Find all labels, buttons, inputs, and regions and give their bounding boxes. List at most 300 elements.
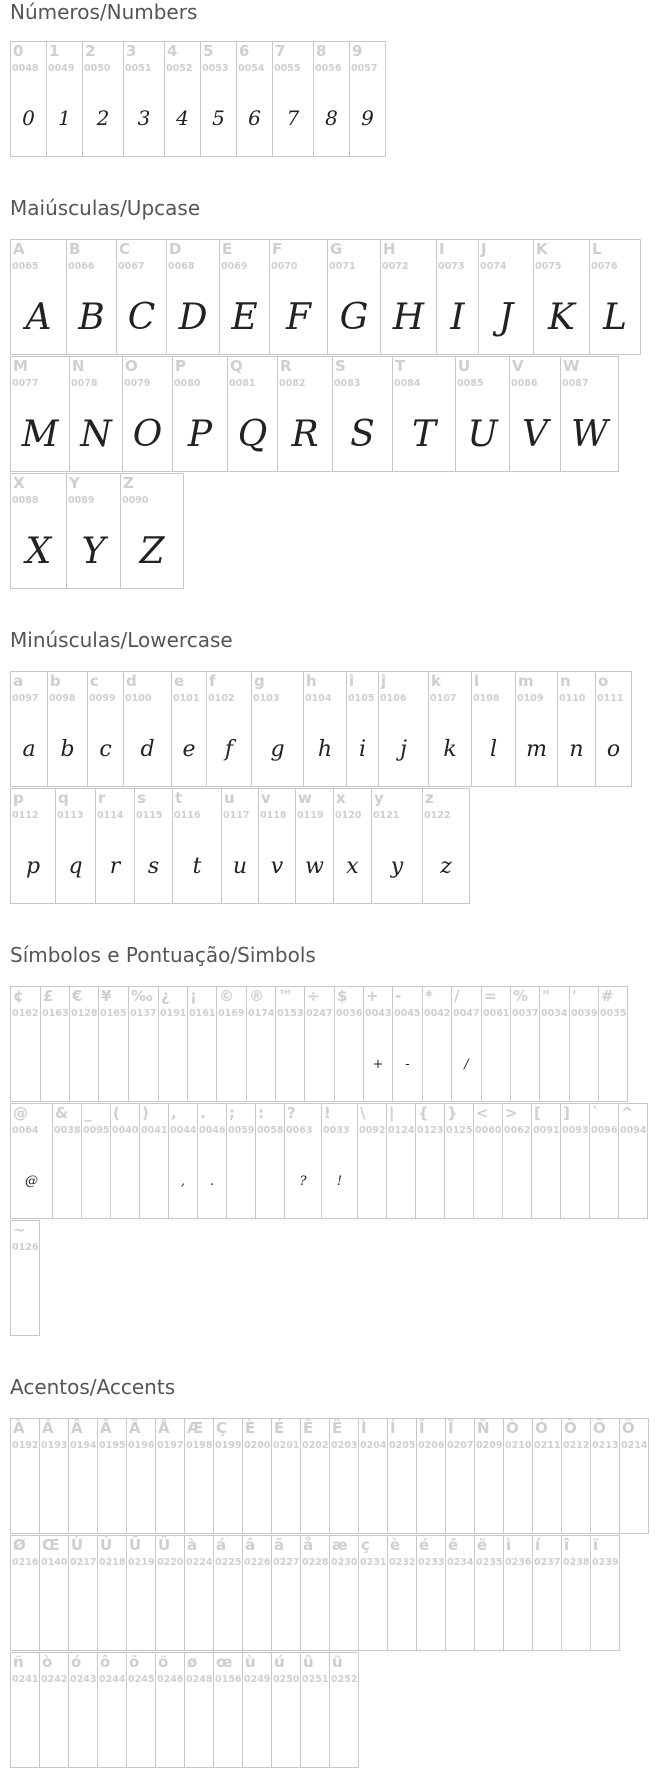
glyph-code-label: 0058 (257, 1125, 284, 1136)
glyph-cell (313, 41, 350, 157)
glyph-cell (47, 671, 88, 787)
glyph-character-label: ¥ (101, 987, 112, 1005)
glyph-code-label: 0113 (57, 810, 84, 821)
glyph-cell (155, 1418, 185, 1534)
glyph-cell (327, 239, 381, 355)
glyph-cell (510, 986, 540, 1102)
glyph-sample: B (78, 297, 105, 338)
glyph-character-label: Ú (100, 1536, 113, 1554)
glyph-character-label: á (216, 1536, 227, 1554)
glyph-character-label: z (425, 789, 434, 807)
glyph-code-label: 0206 (418, 1440, 445, 1451)
glyph-cell (271, 1535, 301, 1651)
glyph-cell (10, 986, 41, 1102)
glyph-character-label: T (395, 357, 406, 375)
glyph-code-label: 0068 (168, 261, 195, 272)
glyph-character-label: U (458, 357, 471, 375)
glyph-character-label: v (261, 789, 271, 807)
glyph-code-label: 0252 (331, 1674, 358, 1685)
glyph-code-label: 0047 (453, 1008, 480, 1019)
glyph-code-label: 0087 (562, 378, 589, 389)
glyph-cell (68, 1652, 98, 1768)
glyph-cell (242, 1652, 272, 1768)
glyph-cell (213, 1652, 243, 1768)
glyph-cell (68, 1418, 98, 1534)
glyph-character-label: Ñ (477, 1419, 490, 1437)
glyph-code-label: 0072 (382, 261, 409, 272)
glyph-sample: - (405, 1057, 410, 1072)
glyph-character-label: * (425, 987, 433, 1005)
glyph-cell (380, 239, 437, 355)
glyph-sample: S (350, 414, 375, 455)
glyph-cell (97, 1418, 127, 1534)
glyph-code-label: 0191 (160, 1008, 187, 1019)
glyph-sample: T (411, 414, 436, 455)
glyph-cell (251, 671, 304, 787)
glyph-cell (503, 1418, 533, 1534)
glyph-cell (255, 1103, 285, 1219)
glyph-sample: g (270, 737, 285, 762)
glyph-sample: 8 (325, 106, 338, 130)
glyph-code-label: 0121 (373, 810, 400, 821)
glyph-sample: R (291, 414, 319, 455)
glyph-cell (155, 1652, 185, 1768)
glyph-character-label: î (564, 1536, 570, 1554)
glyph-grid-numbers (10, 41, 386, 157)
glyph-code-label: 0207 (447, 1440, 474, 1451)
glyph-cell (295, 788, 334, 904)
glyph-cell (329, 1652, 359, 1768)
glyph-character-label: C (119, 240, 131, 258)
glyph-code-label: 0044 (170, 1125, 197, 1136)
glyph-character-label: \ (360, 1104, 366, 1122)
glyph-code-label: 0082 (279, 378, 306, 389)
glyph-row (10, 671, 632, 787)
glyph-character-label: w (298, 789, 312, 807)
glyph-character-label: ó (71, 1653, 82, 1671)
glyph-cell (275, 986, 305, 1102)
glyph-sample: Z (139, 531, 165, 572)
glyph-character-label: Z (123, 474, 134, 492)
glyph-cell (332, 356, 393, 472)
glyph-cell (329, 1535, 359, 1651)
glyph-cell (184, 1418, 214, 1534)
glyph-cell (10, 473, 67, 589)
glyph-sample: c (99, 737, 112, 762)
glyph-character-label: M (13, 357, 28, 375)
glyph-character-label: J (481, 240, 487, 258)
glyph-character-label: 5 (203, 42, 214, 60)
glyph-character-label: $ (337, 987, 348, 1005)
glyph-character-label: å (303, 1536, 314, 1554)
glyph-code-label: 0065 (12, 261, 39, 272)
glyph-cell (444, 1103, 474, 1219)
glyph-code-label: 0080 (174, 378, 201, 389)
glyph-cell (363, 986, 393, 1102)
glyph-code-label: 0045 (394, 1008, 421, 1019)
glyph-cell (473, 1103, 503, 1219)
glyph-code-label: 0057 (351, 63, 378, 74)
glyph-character-label: Æ (187, 1419, 204, 1437)
glyph-code-label: 0073 (438, 261, 465, 272)
glyph-sample: ? (299, 1174, 307, 1189)
glyph-cell (284, 1103, 322, 1219)
glyph-code-label: 0119 (297, 810, 324, 821)
glyph-code-label: 0197 (157, 1440, 184, 1451)
glyph-character-label: D (169, 240, 182, 258)
glyph-sample: q (68, 854, 83, 879)
glyph-cell (40, 986, 70, 1102)
glyph-code-label: 0055 (274, 63, 301, 74)
glyph-cell (503, 1535, 533, 1651)
glyph-sample: o (606, 737, 621, 762)
glyph-code-label: 0086 (511, 378, 538, 389)
glyph-code-label: 0220 (157, 1557, 184, 1568)
glyph-cell (387, 1535, 417, 1651)
glyph-code-label: 0219 (128, 1557, 155, 1568)
glyph-code-label: 0247 (306, 1008, 333, 1019)
glyph-cell (416, 1535, 446, 1651)
glyph-code-label: 0234 (447, 1557, 474, 1568)
glyph-character-label: Ò (506, 1419, 519, 1437)
glyph-code-label: 0169 (218, 1008, 245, 1019)
glyph-row (10, 473, 641, 589)
glyph-sample: I (450, 297, 465, 338)
glyph-code-label: 0090 (122, 495, 149, 506)
glyph-code-label: 0194 (70, 1440, 97, 1451)
glyph-cell (110, 1103, 140, 1219)
glyph-code-label: 0076 (591, 261, 618, 272)
glyph-character-label: @ (13, 1104, 28, 1122)
glyph-cell (246, 986, 276, 1102)
glyph-code-label: 0165 (100, 1008, 127, 1019)
glyph-row (10, 986, 648, 1102)
glyph-cell (561, 1418, 591, 1534)
glyph-code-label: 0046 (199, 1125, 226, 1136)
glyph-code-label: 0091 (533, 1125, 560, 1136)
glyph-code-label: 0037 (512, 1008, 539, 1019)
glyph-cell (236, 41, 273, 157)
glyph-cell (560, 356, 619, 472)
glyph-code-label: 0123 (417, 1125, 444, 1136)
glyph-sample: b (60, 737, 75, 762)
glyph-code-label: 0102 (208, 693, 235, 704)
glyph-row (10, 788, 632, 904)
glyph-character-label: Œ (42, 1536, 60, 1554)
glyph-character-label: Â (71, 1419, 83, 1437)
glyph-character-label: t (175, 789, 183, 807)
glyph-cell (126, 1418, 156, 1534)
glyph-character-label: H (383, 240, 396, 258)
glyph-code-label: 0205 (389, 1440, 416, 1451)
glyph-cell (158, 986, 188, 1102)
glyph-sample: D (178, 297, 208, 338)
glyph-character-label: Ç (216, 1419, 228, 1437)
glyph-character-label: Ô (564, 1419, 577, 1437)
glyph-code-label: 0116 (174, 810, 201, 821)
glyph-code-label: 0140 (41, 1557, 68, 1568)
glyph-character-label: s (137, 789, 146, 807)
glyph-code-label: 0038 (54, 1125, 81, 1136)
glyph-code-label: 0097 (12, 693, 39, 704)
glyph-character-label: Å (158, 1419, 170, 1437)
glyph-character-label: ç (361, 1536, 370, 1554)
glyph-character-label: i (349, 672, 355, 690)
glyph-code-label: 0137 (130, 1008, 157, 1019)
glyph-character-label: Ù (71, 1536, 84, 1554)
glyph-character-label: + (366, 987, 379, 1005)
glyph-cell (357, 1103, 387, 1219)
glyph-cell (69, 356, 123, 472)
glyph-character-label: £ (43, 987, 54, 1005)
glyph-cell (300, 1418, 330, 1534)
glyph-character-label: r (98, 789, 106, 807)
glyph-cell (533, 239, 590, 355)
glyph-character-label: 3 (126, 42, 137, 60)
glyph-character-label: & (55, 1104, 69, 1122)
glyph-code-label: 0085 (457, 378, 484, 389)
glyph-character-label: à (187, 1536, 198, 1554)
glyph-sample: M (21, 414, 59, 455)
glyph-code-label: 0128 (71, 1008, 98, 1019)
glyph-character-label: Á (42, 1419, 54, 1437)
glyph-character-label: L (592, 240, 602, 258)
glyph-cell (39, 1535, 69, 1651)
glyph-character-label: Ó (535, 1419, 548, 1437)
glyph-cell (557, 671, 596, 787)
glyph-sample: s (147, 854, 160, 879)
glyph-sample: + (372, 1057, 384, 1072)
glyph-cell (539, 986, 570, 1102)
glyph-sample: h (317, 737, 333, 762)
glyph-sample: r (109, 854, 121, 879)
glyph-cell (197, 1103, 227, 1219)
glyph-row (10, 356, 641, 472)
glyph-sample: E (231, 297, 258, 338)
glyph-code-label: 0241 (12, 1674, 39, 1685)
glyph-character-label: ë (477, 1536, 488, 1554)
glyph-cell (98, 986, 129, 1102)
glyph-row (10, 1103, 648, 1219)
glyph-code-label: 0118 (260, 810, 287, 821)
glyph-character-label: ö (158, 1653, 169, 1671)
glyph-code-label: 0237 (534, 1557, 561, 1568)
glyph-sample: d (140, 737, 155, 762)
glyph-cell (300, 1652, 330, 1768)
glyph-code-label: 0163 (42, 1008, 69, 1019)
glyph-code-label: 0249 (244, 1674, 271, 1685)
glyph-cell (272, 41, 314, 157)
glyph-code-label: 0199 (215, 1440, 242, 1451)
glyph-code-label: 0125 (446, 1125, 473, 1136)
glyph-character-label: P (175, 357, 186, 375)
glyph-cell (618, 1103, 648, 1219)
glyph-character-label: n (560, 672, 571, 690)
glyph-code-label: 0081 (229, 378, 256, 389)
glyph-code-label: 0084 (394, 378, 421, 389)
glyph-character-label: b (50, 672, 61, 690)
glyph-character-label: d (126, 672, 137, 690)
glyph-character-label: ï (593, 1536, 599, 1554)
glyph-character-label: Õ (593, 1419, 606, 1437)
glyph-cell (166, 239, 220, 355)
glyph-row (10, 1418, 649, 1534)
glyph-code-label: 0200 (244, 1440, 271, 1451)
glyph-code-label: 0192 (12, 1440, 39, 1451)
glyph-cell (187, 986, 217, 1102)
glyph-code-label: 0111 (597, 693, 624, 704)
glyph-character-label: a (13, 672, 24, 690)
glyph-character-label: 7 (275, 42, 286, 60)
glyph-cell (619, 1418, 649, 1534)
glyph-sample: , (180, 1174, 186, 1189)
glyph-cell (10, 239, 67, 355)
glyph-cell (52, 1103, 82, 1219)
glyph-cell (329, 1418, 359, 1534)
glyph-code-label: 0242 (41, 1674, 68, 1685)
glyph-character-label: Y (69, 474, 80, 492)
glyph-code-label: 0103 (253, 693, 280, 704)
glyph-cell (10, 41, 47, 157)
glyph-character-label: c (90, 672, 99, 690)
glyph-character-label: ^ (621, 1104, 634, 1122)
glyph-code-label: 0231 (360, 1557, 387, 1568)
glyph-code-label: 0067 (118, 261, 145, 272)
glyph-character-label: 1 (49, 42, 60, 60)
glyph-character-label: È (245, 1419, 256, 1437)
glyph-code-label: 0083 (334, 378, 361, 389)
glyph-character-label: è (390, 1536, 401, 1554)
glyph-cell (172, 356, 228, 472)
glyph-cell (216, 986, 247, 1102)
glyph-cell (97, 1652, 127, 1768)
glyph-code-label: 0107 (430, 693, 457, 704)
glyph-sample: w (305, 854, 324, 879)
glyph-cell (172, 788, 222, 904)
glyph-character-label: V (512, 357, 524, 375)
glyph-character-label: X (13, 474, 25, 492)
glyph-cell (532, 1418, 562, 1534)
glyph-code-label: 0217 (70, 1557, 97, 1568)
glyph-character-label: Ü (158, 1536, 171, 1554)
glyph-code-label: 0124 (388, 1125, 415, 1136)
glyph-code-label: 0054 (238, 63, 265, 74)
glyph-code-label: 0062 (504, 1125, 531, 1136)
glyph-character-label: { (418, 1104, 429, 1122)
glyph-sample: v (270, 854, 284, 879)
glyph-character-label: ì (506, 1536, 512, 1554)
glyph-character-label: 8 (316, 42, 327, 60)
glyph-cell (589, 239, 641, 355)
glyph-cell (428, 671, 472, 787)
glyph-cell (589, 1103, 619, 1219)
glyph-sample: u (232, 854, 248, 879)
glyph-code-label: 0198 (186, 1440, 213, 1451)
glyph-character-label: Ö (622, 1419, 635, 1437)
glyph-character-label: y (374, 789, 384, 807)
glyph-row (10, 239, 641, 355)
glyph-cell (422, 986, 452, 1102)
glyph-sample: Y (81, 531, 106, 572)
glyph-cell (46, 41, 83, 157)
glyph-sample: . (209, 1174, 215, 1189)
glyph-cell (392, 356, 456, 472)
glyph-character-label: - (395, 987, 402, 1005)
glyph-sample: y (390, 854, 404, 879)
glyph-code-label: 0070 (271, 261, 298, 272)
glyph-code-label: 0209 (476, 1440, 503, 1451)
glyph-code-label: 0156 (215, 1674, 242, 1685)
glyph-code-label: 0230 (331, 1557, 358, 1568)
glyph-code-label: 0251 (302, 1674, 329, 1685)
glyph-character-label: ] (563, 1104, 570, 1122)
glyph-character-label: Û (129, 1536, 142, 1554)
glyph-character-label: ¿ (161, 987, 170, 1005)
glyph-character-label: ã (274, 1536, 285, 1554)
glyph-cell (481, 986, 511, 1102)
glyph-cell (416, 1418, 446, 1534)
glyph-character-label: Ì (361, 1419, 367, 1437)
section-title-accents: Acentos/Accents (10, 1375, 176, 1399)
glyph-code-label: 0096 (591, 1125, 618, 1136)
glyph-cell (168, 1103, 198, 1219)
glyph-cell (155, 1535, 185, 1651)
glyph-code-label: 0048 (12, 63, 39, 74)
glyph-cell (598, 986, 628, 1102)
glyph-character-label: ; (229, 1104, 235, 1122)
glyph-cell (451, 986, 482, 1102)
glyph-character-label: € (72, 987, 83, 1005)
glyph-cell (561, 1535, 591, 1651)
glyph-grid-upcase (10, 239, 641, 589)
glyph-cell (213, 1418, 243, 1534)
glyph-code-label: 0093 (562, 1125, 589, 1136)
glyph-sample: Q (237, 414, 268, 455)
glyph-cell (139, 1103, 169, 1219)
glyph-character-label: Ã (100, 1419, 112, 1437)
glyph-character-label: Í (390, 1419, 396, 1437)
glyph-sample: x (346, 854, 359, 879)
glyph-cell (303, 671, 347, 787)
glyph-code-label: 0213 (592, 1440, 619, 1451)
glyph-code-label: 0193 (41, 1440, 68, 1451)
glyph-character-label: < (476, 1104, 489, 1122)
glyph-code-label: 0246 (157, 1674, 184, 1685)
glyph-code-label: 0225 (215, 1557, 242, 1568)
glyph-character-label: ® (249, 987, 264, 1005)
glyph-row (10, 1652, 649, 1768)
glyph-character-label: N (72, 357, 85, 375)
glyph-character-label: / (454, 987, 460, 1005)
glyph-code-label: 0040 (112, 1125, 139, 1136)
glyph-cell (387, 1418, 417, 1534)
glyph-cell (10, 1220, 40, 1336)
glyph-cell (87, 671, 124, 787)
section-title-numbers: Números/Numbers (10, 0, 198, 24)
glyph-character-label: ü (332, 1653, 343, 1671)
glyph-cell (10, 356, 70, 472)
section-title-symbols: Símbolos e Pontuação/Simbols (10, 943, 316, 967)
glyph-code-label: 0218 (99, 1557, 126, 1568)
glyph-cell (164, 41, 201, 157)
glyph-sample: 0 (22, 106, 35, 130)
glyph-sample: z (440, 854, 452, 879)
glyph-sample: A (25, 297, 52, 338)
glyph-code-label: 0117 (223, 810, 250, 821)
glyph-code-label: 0035 (600, 1008, 627, 1019)
glyph-code-label: 0115 (136, 810, 163, 821)
glyph-code-label: 0245 (128, 1674, 155, 1685)
